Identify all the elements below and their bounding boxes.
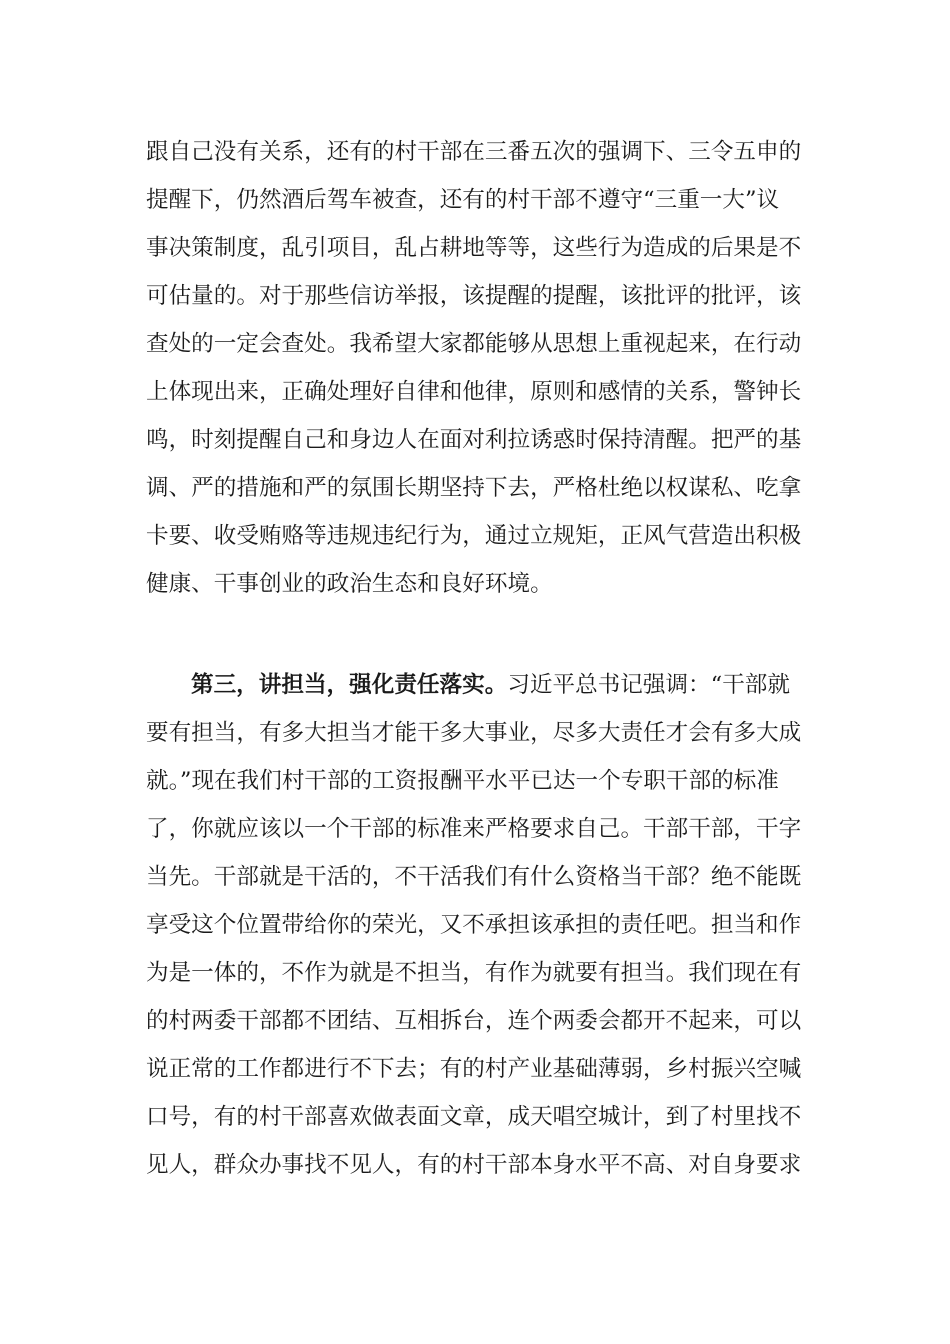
paragraph-2-line: 口号，有的村干部喜欢做表面文章，成天唱空城计，到了村里找不 — [146, 1104, 802, 1130]
paragraph-2-first-line-text: 习近平总书记强调：“干部就 — [507, 672, 790, 698]
paragraph-2-line: 享受这个位置带给你的荣光，又不承担该承担的责任吧。担当和作 — [146, 912, 802, 938]
paragraph-1-line: 跟自己没有关系，还有的村干部在三番五次的强调下、三令五申的 — [146, 139, 802, 165]
paragraph-2-line: 就。”现在我们村干部的工资报酬平水平已达一个专职干部的标准 — [146, 768, 779, 794]
paragraph-1-line: 健康、干事创业的政治生态和良好环境。 — [146, 571, 553, 597]
paragraph-1-line: 提醒下，仍然酒后驾车被查，还有的村干部不遵守“三重一大”议 — [146, 187, 780, 213]
paragraph-2-line: 的村两委干部都不团结、互相拆台，连个两委会都开不起来，可以 — [146, 1008, 802, 1034]
paragraph-2-line: 说正常的工作都进行不下去；有的村产业基础薄弱，乡村振兴空喊 — [146, 1056, 802, 1082]
paragraph-2-line: 当先。干部就是干活的，不干活我们有什么资格当干部？绝不能既 — [146, 864, 802, 890]
paragraph-1-line: 调、严的措施和严的氛围长期坚持下去，严格杜绝以权谋私、吃拿 — [146, 475, 802, 501]
paragraph-2-line: 为是一体的，不作为就是不担当，有作为就要有担当。我们现在有 — [146, 960, 802, 986]
paragraph-2-first-line — [191, 670, 790, 700]
paragraph-1-line: 卡要、收受贿赂等违规违纪行为，通过立规矩，正风气营造出积极 — [146, 523, 802, 549]
paragraph-2-line: 见人，群众办事找不见人，有的村干部本身水平不高、对自身要求 — [146, 1152, 802, 1178]
paragraph-1-line: 可估量的。对于那些信访举报，该提醒的提醒，该批评的批评，该 — [146, 283, 802, 309]
paragraph-1-line: 事决策制度，乱引项目，乱占耕地等等，这些行为造成的后果是不 — [146, 235, 802, 261]
paragraph-2-line: 了，你就应该以一个干部的标准来严格要求自己。干部干部，干字 — [146, 816, 802, 842]
paragraph-2-line: 要有担当，有多大担当才能干多大事业，尽多大责任才会有多大成 — [146, 720, 802, 746]
section-heading: 第三，讲担当，强化责任落实。 — [191, 672, 508, 698]
paragraph-1-line: 查处的一定会查处。我希望大家都能够从思想上重视起来，在行动 — [146, 331, 802, 357]
paragraph-1-line: 鸣，时刻提醒自己和身边人在面对利拉诱惑时保持清醒。把严的基 — [146, 427, 802, 453]
paragraph-1-line: 上体现出来，正确处理好自律和他律，原则和感情的关系，警钟长 — [146, 379, 802, 405]
